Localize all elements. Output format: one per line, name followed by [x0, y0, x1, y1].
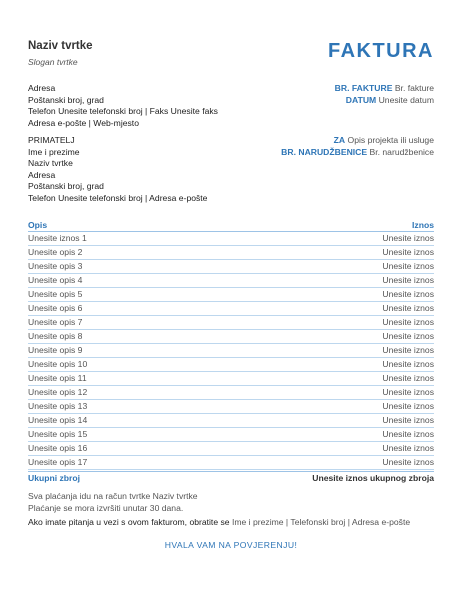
table-row	[28, 386, 434, 400]
row-description: Unesite opis 5	[28, 289, 83, 299]
company-slogan: Slogan tvrtke	[28, 57, 78, 67]
table-row	[28, 358, 434, 372]
invoice-date-value: Unesite datum	[378, 94, 434, 105]
invoice-date-label: DATUM	[345, 94, 377, 105]
thank-you-message: HVALA VAM NA POVJERENJU!	[164, 540, 298, 550]
row-amount: Unesite iznos	[382, 345, 434, 355]
row-description: Unesite opis 13	[28, 401, 88, 411]
table-row	[28, 456, 434, 470]
sender-block	[28, 83, 218, 129]
table-row	[28, 316, 434, 330]
table-row	[28, 442, 434, 456]
recipient-postal-city: Poštanski broj, grad	[28, 181, 104, 191]
recipient-heading: PRIMATELJ	[28, 135, 75, 145]
row-amount: Unesite iznos	[382, 359, 434, 369]
row-amount: Unesite iznos	[382, 387, 434, 397]
sender-email-web: Adresa e-pošte | Web-mjesto	[28, 117, 139, 128]
row-amount: Unesite iznos	[382, 443, 434, 453]
company-name: Naziv tvrtke	[28, 40, 93, 52]
table-row	[28, 400, 434, 414]
questions-line	[28, 517, 410, 527]
row-description: Unesite opis 16	[28, 443, 88, 453]
recipient-block	[28, 135, 207, 204]
row-description: Unesite opis 10	[28, 359, 88, 369]
table-row	[28, 232, 434, 246]
table-total-row	[28, 471, 434, 485]
table-row	[28, 260, 434, 274]
items-table	[28, 219, 434, 485]
row-amount: Unesite iznos	[382, 261, 434, 271]
project-for-label: ZA	[333, 135, 346, 145]
row-description: Unesite opis 8	[28, 331, 83, 341]
recipient-phone-email: Telefon Unesite telefonski broj | Adresa e-pošte	[28, 192, 208, 203]
invoice-title: FAKTURA	[327, 40, 434, 62]
row-description: Unesite opis 14	[28, 415, 88, 425]
table-row	[28, 372, 434, 386]
invoice-meta	[335, 83, 434, 106]
questions-contact: Ime i prezime | Telefonski broj | Adresa e-pošte	[231, 517, 411, 527]
row-description: Unesite opis 15	[28, 429, 88, 439]
row-description: Unesite iznos 1	[28, 233, 87, 243]
order-number-value: Br. narudžbenice	[369, 146, 434, 157]
project-for-value: Opis projekta ili usluge	[347, 135, 434, 145]
project-meta	[281, 135, 434, 158]
row-description: Unesite opis 7	[28, 317, 83, 327]
row-amount: Unesite iznos	[382, 275, 434, 285]
row-description: Unesite opis 17	[28, 457, 88, 467]
table-row	[28, 302, 434, 316]
table-row	[28, 288, 434, 302]
row-description: Unesite opis 3	[28, 261, 83, 271]
row-description: Unesite opis 11	[28, 373, 87, 383]
table-row	[28, 274, 434, 288]
row-description: Unesite opis 6	[28, 303, 83, 313]
row-description: Unesite opis 2	[28, 247, 83, 257]
row-amount: Unesite iznos	[382, 373, 434, 383]
row-amount: Unesite iznos	[382, 289, 434, 299]
column-header-amount: Iznos	[412, 220, 434, 230]
invoice-number-label: BR. FAKTURE	[334, 83, 393, 93]
project-for-line	[281, 135, 434, 147]
order-number-label: BR. NARUDŽBENICE	[281, 146, 368, 157]
table-row	[28, 330, 434, 344]
invoice-number-value: Br. fakture	[394, 83, 434, 93]
table-row	[28, 428, 434, 442]
payment-note: Sva plaćanja idu na račun tvrtke Naziv tvrtke	[28, 491, 198, 501]
recipient-company: Naziv tvrtke	[28, 158, 73, 168]
invoice-date-line	[335, 95, 434, 107]
table-body	[28, 232, 434, 470]
sender-phone-fax: Telefon Unesite telefonski broj | Faks Unesite faks	[28, 106, 218, 116]
recipient-name: Ime i prezime	[28, 146, 80, 157]
column-header-description: Opis	[28, 220, 48, 230]
row-amount: Unesite iznos	[382, 233, 434, 243]
order-number-line	[281, 147, 434, 159]
row-description: Unesite opis 12	[28, 387, 88, 397]
payment-notes	[28, 491, 198, 514]
invoice-number-line	[335, 83, 434, 95]
row-amount: Unesite iznos	[382, 457, 434, 467]
questions-text: Ako imate pitanja u vezi s ovom fakturom, obratite se	[28, 517, 230, 527]
table-row	[28, 246, 434, 260]
recipient-address: Adresa	[28, 169, 56, 180]
row-description: Unesite opis 9	[28, 345, 83, 355]
row-amount: Unesite iznos	[382, 429, 434, 439]
due-note: Plaćanje se mora izvršiti unutar 30 dana.	[28, 502, 184, 513]
table-row	[28, 344, 434, 358]
row-amount: Unesite iznos	[382, 317, 434, 327]
row-amount: Unesite iznos	[382, 303, 434, 313]
table-header	[28, 219, 434, 232]
total-value: Unesite iznos ukupnog zbroja	[312, 473, 434, 483]
row-amount: Unesite iznos	[382, 415, 434, 425]
row-amount: Unesite iznos	[382, 331, 434, 341]
sender-postal-city: Poštanski broj, grad	[28, 94, 104, 105]
table-row	[28, 414, 434, 428]
row-amount: Unesite iznos	[382, 401, 434, 411]
row-description: Unesite opis 4	[28, 275, 83, 285]
sender-address: Adresa	[28, 83, 56, 93]
row-amount: Unesite iznos	[382, 247, 434, 257]
total-label: Ukupni zbroj	[28, 473, 81, 483]
